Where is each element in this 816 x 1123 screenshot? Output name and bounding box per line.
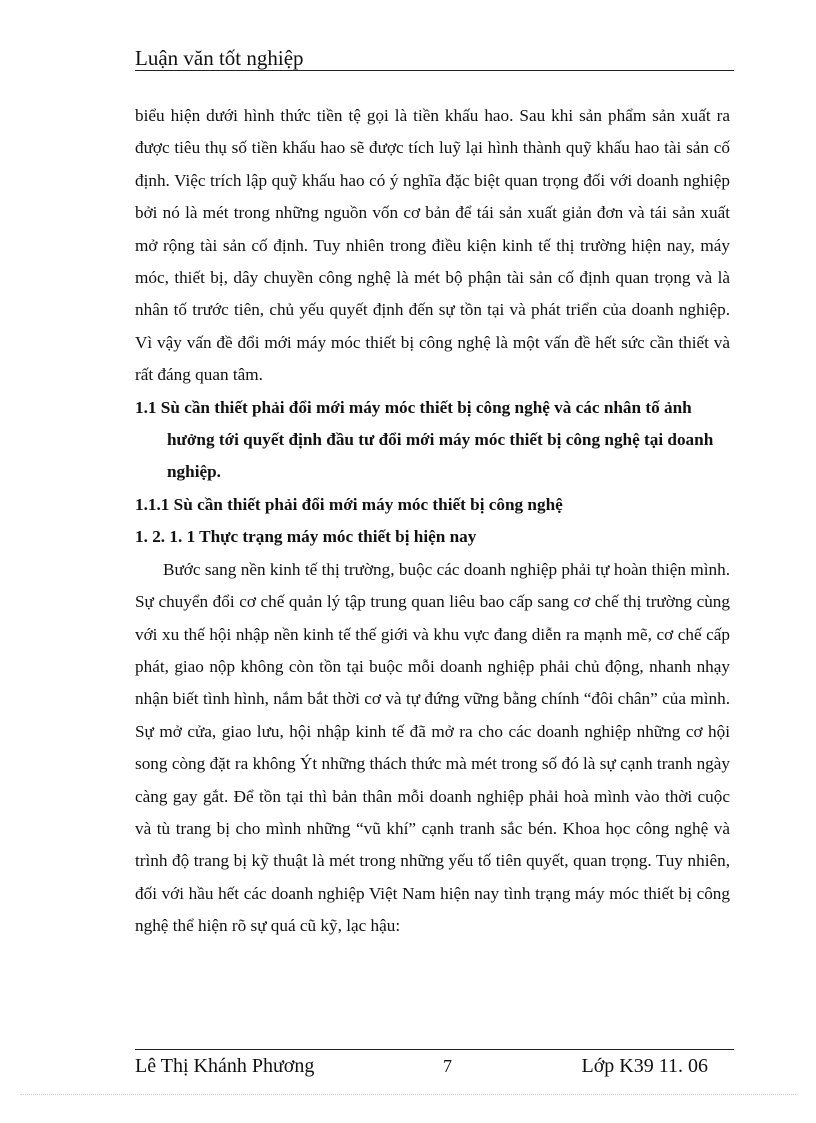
body-text	[135, 100, 730, 943]
footer-rule	[135, 1049, 734, 1050]
running-header: Luận văn tốt nghiệp	[135, 46, 304, 70]
page-number: 7	[443, 1056, 452, 1076]
page-edge-divider	[20, 1094, 796, 1095]
footer-author: Lê Thị Khánh Phương	[135, 1055, 315, 1077]
section-heading-1-2-1-1: 1. 2. 1. 1 Thực trạng máy móc thiết bị hiện nay	[135, 527, 477, 547]
running-footer	[135, 1052, 734, 1080]
header-rule	[135, 70, 734, 71]
footer-class: Lớp K39 11. 06	[581, 1055, 708, 1077]
section-heading-1-1: 1.1 Sù cần thiết phải đổi mới máy móc thiết bị công nghệ và các nhân tố ảnh hưởng tới quyết định đầu tư đổi mới máy móc thiết bị công nghệ tại doanh nghiệp.	[135, 397, 714, 482]
main-paragraph: Bước sang nền kinh tế thị trường, buộc các doanh nghiệp phải tự hoàn thiện mình. Sự chuyển đổi cơ chế quản lý tập trung quan liêu bao cấp sang cơ chế thị trường cùng với xu thế hội nhập nền kinh tế thế giới và khu vực đang diễn ra mạnh mẽ, cơ chế cấp phát, giao nộp không còn tồn tại buộc mỗi doanh nghiệp phải chủ động, nhanh nhạy nhận biết tình hình, nắm bắt thời cơ và tự đứng vững bằng chính “đôi chân” của mình. Sự mở cửa, giao lưu, hội nhập kinh tế đã mở ra cho các doanh nghiệp những cơ hội song còng đặt ra không Ýt những thách thức mà mét trong số đó là sự cạnh tranh ngày càng gay gắt. Để tồn tại thì bản thân mỗi doanh nghiệp phải hoà mình vào thời cuộc và tù trang bị cho mình những “vũ khí” cạnh tranh sắc bén. Khoa học công nghệ và trình độ trang bị kỹ thuật là mét trong những yếu tố tiên quyết, quan trọng. Tuy nhiên, đối với hầu hết các doanh nghiệp Việt Nam hiện nay tình trạng máy móc thiết bị công nghệ thể hiện rõ sự quá cũ kỹ, lạc hậu:	[135, 559, 730, 936]
intro-paragraph: biểu hiện dưới hình thức tiền tệ gọi là tiền khấu hao. Sau khi sản phẩm sản xuất ra được tiêu thụ số tiền khấu hao sẽ được tích luỹ lại hình thành quỹ khấu hao tài sản cố định. Việc trích lập quỹ khấu hao có ý nghĩa đặc biệt quan trọng đối với doanh nghiệp bởi nó là mét trong những nguồn vốn cơ bản để tái sản xuất giản đơn và tái sản xuất mở rộng tài sản cố định. Tuy nhiên trong điều kiện kinh tế thị trường hiện nay, máy móc, thiết bị, dây chuyền công nghệ là mét bộ phận tài sản cố định quan trọng và là nhân tố trước tiên, chủ yếu quyết định đến sự tồn tại và phát triển của doanh nghiệp. Vì vậy vấn đề đổi mới máy móc thiết bị công nghệ là một vấn đề hết sức cần thiết và rất đáng quan tâm.	[135, 106, 730, 385]
section-heading-1-1-1: 1.1.1 Sù cần thiết phải đổi mới máy móc thiết bị công nghệ	[135, 494, 563, 514]
